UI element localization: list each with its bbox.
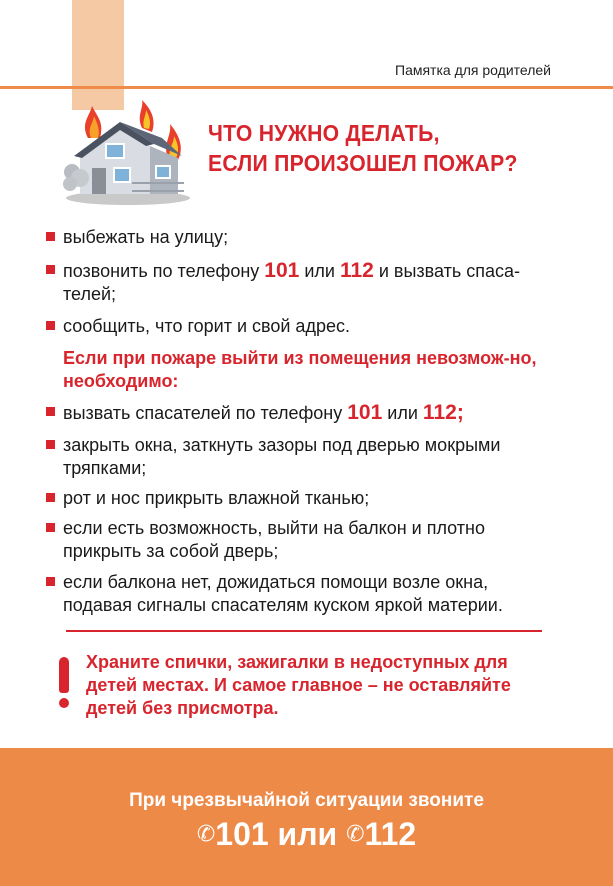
footer-number-1: 101 <box>215 816 269 852</box>
bullet-icon <box>46 265 55 274</box>
title-line-1: ЧТО НУЖНО ДЕЛАТЬ, <box>208 120 440 146</box>
exclamation-icon <box>59 657 69 693</box>
document-subtitle: Памятка для родителей <box>395 62 551 78</box>
phone-icon: ✆ <box>196 821 216 846</box>
phone-number: 101 <box>347 401 383 424</box>
bullet-icon <box>46 407 55 416</box>
list-item-text: вызвать спасателей по телефону 101 или 112; <box>63 401 464 424</box>
title-line-2: ЕСЛИ ПРОИЗОШЕЛ ПОЖАР? <box>208 150 518 176</box>
phone-number: 112 <box>339 259 374 282</box>
bullet-icon <box>46 440 55 449</box>
footer-caption: При чрезвычайной ситуации звоните <box>129 790 484 811</box>
bullet-icon <box>46 493 55 502</box>
footer-number-2: 112 <box>364 816 417 852</box>
section-divider <box>66 630 542 632</box>
list-item-text: позвонить по телефону 101 или 112 и вызвать спаса-телей; <box>63 259 521 304</box>
footer-banner <box>0 748 613 886</box>
exclamation-icon-dot <box>59 698 69 708</box>
phone-icon: ✆ <box>346 821 365 846</box>
bullet-icon <box>46 321 55 330</box>
page-title <box>208 118 518 178</box>
header-stripe <box>72 0 124 110</box>
warning-text: Храните спички, зажигалки в недоступных для детей местах. И самое главное – не оставляйте детей без присмотра. <box>86 652 511 718</box>
footer-or: или <box>268 816 347 852</box>
header-rule <box>0 86 613 89</box>
footer-phone-numbers <box>0 816 613 853</box>
bullet-icon <box>46 577 55 586</box>
section-subheading: Если при пожаре выйти из помещения невозмож-но, необходимо: <box>63 348 537 391</box>
bullet-icon <box>46 232 55 241</box>
burning-house-illustration <box>58 98 198 208</box>
phone-number: 112 <box>422 401 457 424</box>
bullet-icon <box>46 523 55 532</box>
phone-number: 101 <box>264 259 300 282</box>
